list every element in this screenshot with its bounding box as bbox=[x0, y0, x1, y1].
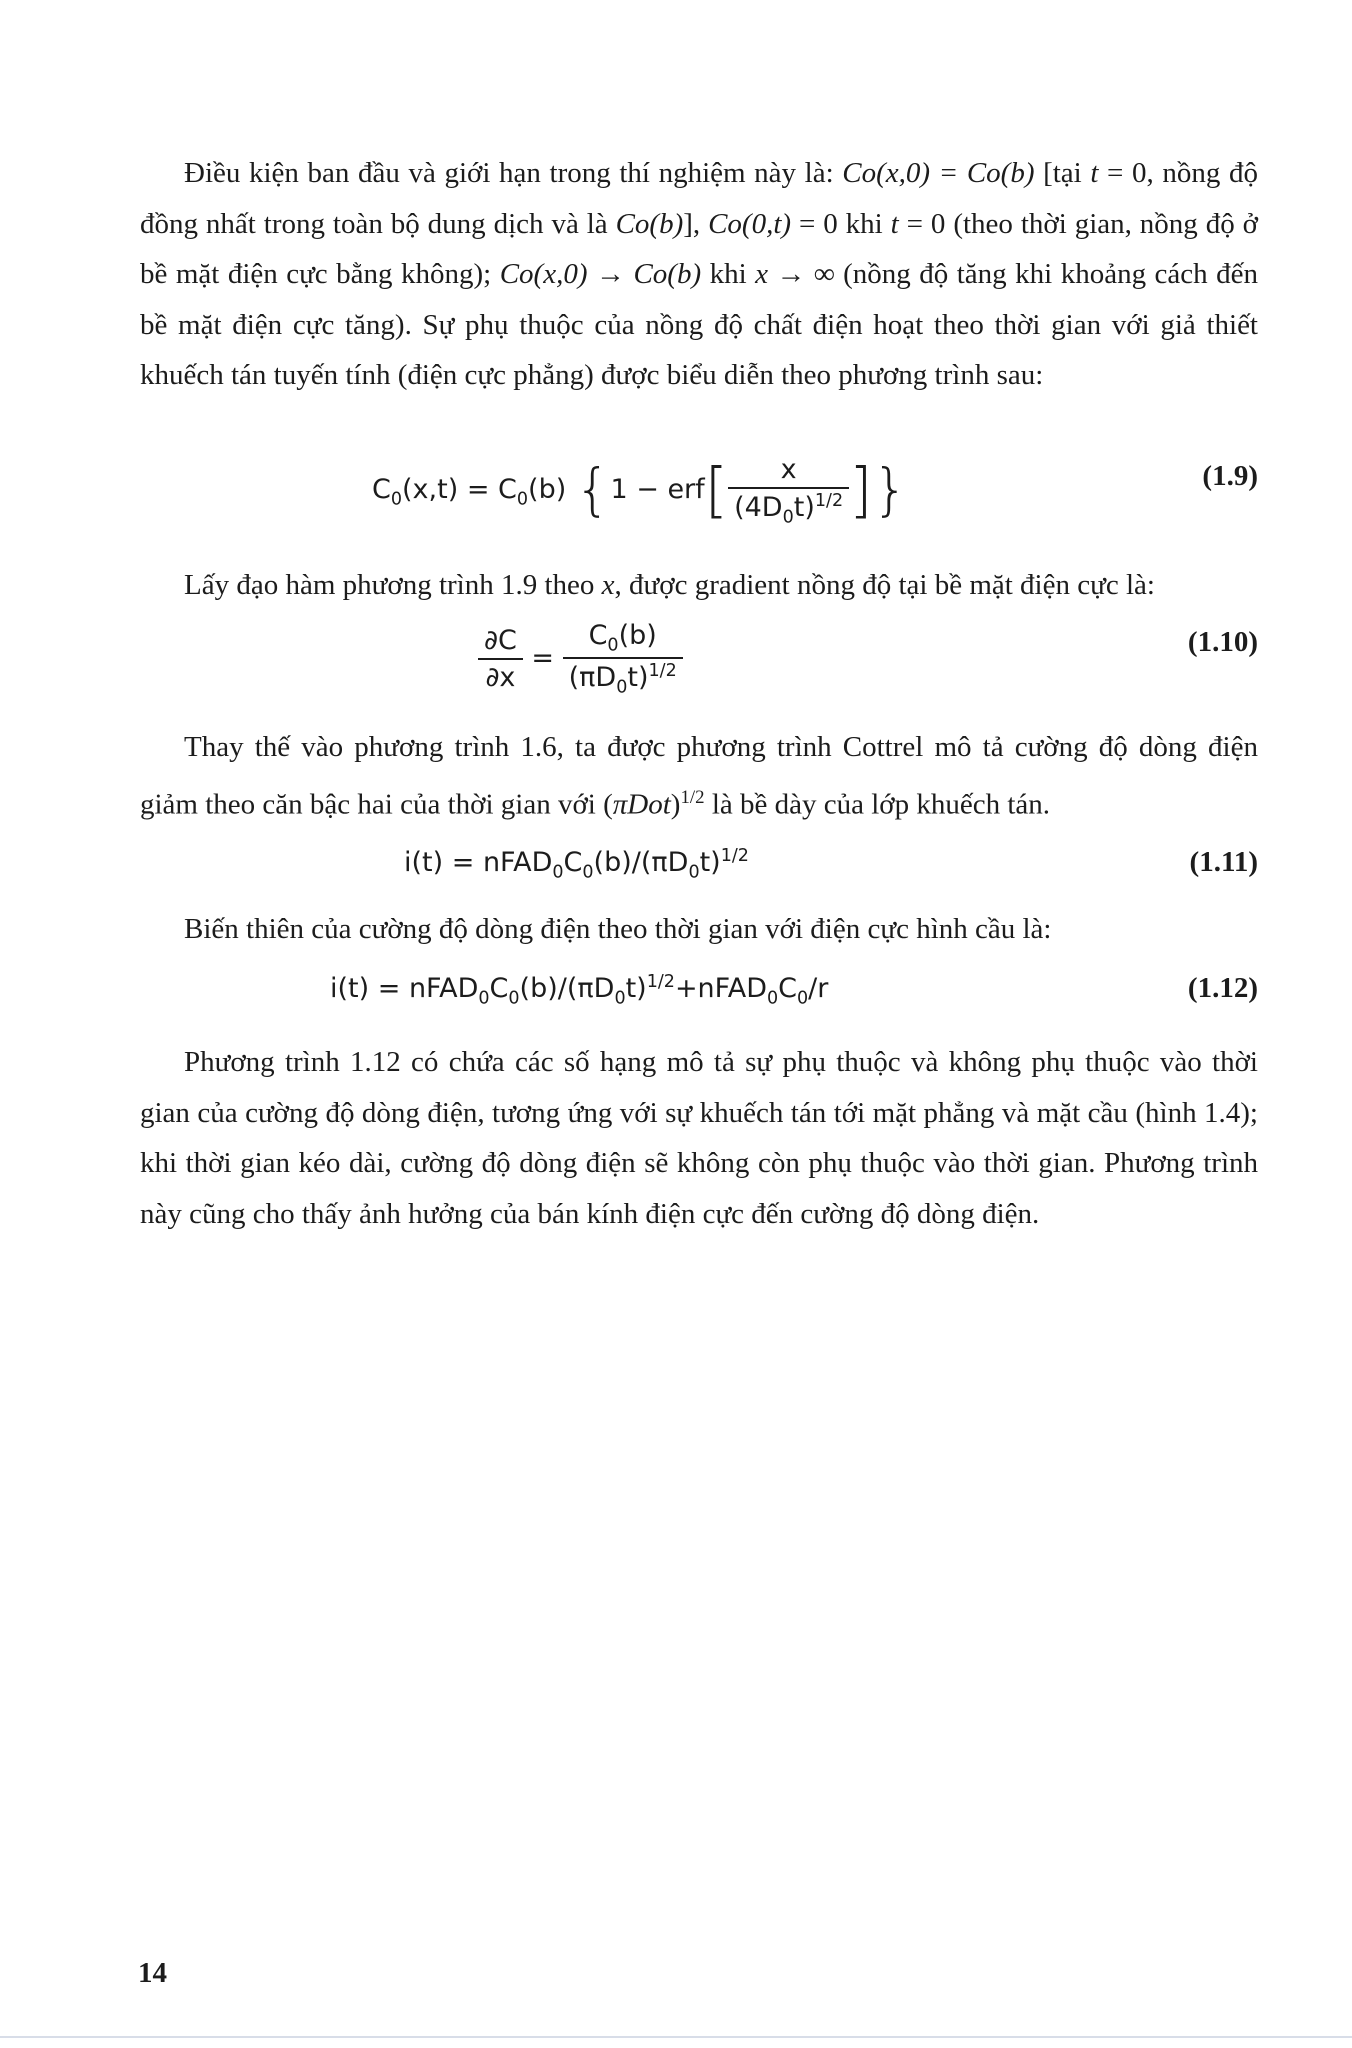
erf-fraction: $\frac{x}{(4D_0t)^{1/2}}$ bbox=[728, 454, 849, 527]
equation-number: (1.10) bbox=[1187, 626, 1258, 658]
equation-1-11-body: $i(t) = nFAD_0C_0(b)/(\pi D_0t)^{1/2}$ bbox=[404, 846, 749, 883]
equation-1-12 bbox=[0, 972, 1352, 1032]
equation-1-12-body: $i(t) = nFAD_0C_0(b)/(\pi D_0t)^{1/2}+nFAD_0C_0/r$ bbox=[330, 972, 829, 1009]
equation-number: (1.9) bbox=[1202, 460, 1258, 492]
page-number: 14 bbox=[138, 1957, 167, 1989]
paragraph-derivative: Lấy đạo hàm phương trình 1.9 theo x, được gradient nồng độ tại bề mặt điện cực là: bbox=[184, 569, 1155, 601]
paragraph-cottrel: Thay thế vào phương trình 1.6, ta được phương trình Cottrel mô tả cường độ dòng điện giảm theo căn bậc hai của thời gian với $(\pi Dot)^{1/2}$ là bề dày của lớp khuếch tán. bbox=[140, 731, 1258, 821]
equation-number: (1.12) bbox=[1187, 972, 1258, 1004]
equation-number: (1.11) bbox=[1189, 846, 1258, 878]
paragraph-discussion: Phương trình 1.12 có chứa các số hạng mô tả sự phụ thuộc và không phụ thuộc vào thời gian của cường độ dòng điện, tương ứng với sự khuếch tán tới mặt phẳng và mặt cầu (hình 1.4); khi thời gian kéo dài, cường độ dòng điện sẽ không còn phụ thuộc vào thời gian. Phương trình này cũng cho thấy ảnh hưởng của bán kính điện cực đến cường độ dòng điện. bbox=[140, 1046, 1258, 1230]
equation-1-10-body: $\frac{\partial C}{\partial x}$ = $\frac{C_0(b)}{(\pi D_0t)^{1/2}}$ bbox=[478, 620, 683, 698]
paragraph-spherical: Biến thiên của cường độ dòng điện theo thời gian với điện cực hình cầu là: bbox=[184, 913, 1052, 945]
page-bottom-edge bbox=[0, 2036, 1352, 2038]
equation-1-11 bbox=[0, 846, 1352, 906]
paragraph-initial-conditions: Điều kiện ban đầu và giới hạn trong thí nghiệm này là: Co(x,0) = Co(b) [tại t = 0, nồng độ đồng nhất trong toàn bộ dung dịch và là Co(b)], Co(0,t) = 0 khi t = 0 (theo thời gian, nồng độ ở bề mặt điện cực bằng không); Co(x,0) → Co(b) khi x → ∞ (nồng độ tăng khi khoảng cách đến bề mặt điện cực tăng). Sự phụ thuộc của nồng độ chất điện hoạt theo thời gian với giả thiết khuếch tán tuyến tính (điện cực phẳng) được biểu diễn theo phương trình sau: bbox=[140, 157, 1259, 391]
equation-1-9 bbox=[0, 454, 1352, 528]
equation-1-10 bbox=[0, 620, 1352, 698]
equation-1-9-body: $C_0(x,t) = C_0(b) \{1 - erf$[ $\frac{x}{(4D_0t)^{1/2}}$ ]} bbox=[372, 454, 909, 528]
